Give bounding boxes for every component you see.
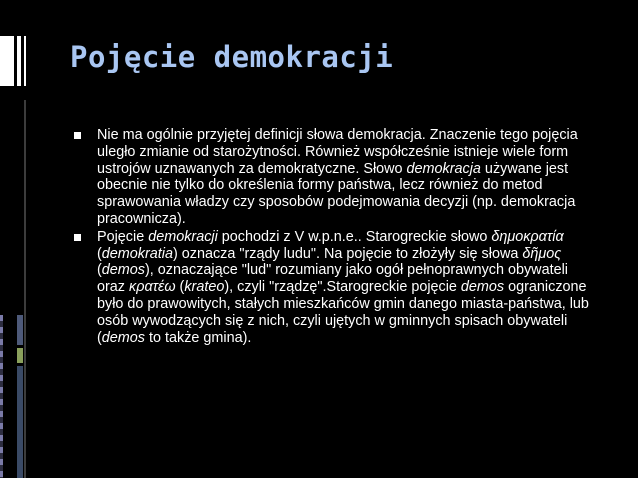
text-run: ) oznacza "rządy ludu". Na pojęcie to złożyły się słowa bbox=[172, 245, 523, 262]
square-bullet-icon bbox=[74, 234, 81, 241]
text-run: ograniczone było do prawowitych, stałych mieszkańców gmin danego miasta-państwa, lub osób wywodzących się z nich, czyli ujętych w gminnych spisach obywateli ( bbox=[97, 279, 589, 346]
italic-term: demokracji bbox=[148, 228, 218, 245]
decorative-bar bbox=[24, 36, 26, 86]
square-bullet-icon bbox=[74, 132, 81, 139]
text-run: ( bbox=[97, 245, 102, 262]
text-run: ( bbox=[175, 279, 185, 296]
decorative-bar bbox=[17, 348, 23, 363]
text-run: pochodzi z V w.p.n.e.. Starogreckie słowo bbox=[217, 228, 492, 245]
slide-title: Pojęcie demokracji bbox=[70, 40, 394, 74]
text-run: ), oznaczające "lud" rozumiany jako ogół pełnoprawnych obywateli oraz bbox=[97, 262, 568, 296]
decorative-bar bbox=[17, 366, 23, 478]
bullet-item bbox=[74, 127, 594, 228]
italic-term: krateo bbox=[184, 279, 225, 296]
text-run: Pojęcie bbox=[97, 228, 149, 245]
decorative-bar bbox=[17, 36, 21, 86]
slide-content bbox=[74, 127, 594, 347]
italic-term: demokracja bbox=[406, 160, 481, 177]
text-run: to także gmina). bbox=[145, 329, 252, 346]
text-run: Nie ma ogólnie przyjętej definicji słowa demokracja. Znaczenie tego pojęcia uległo zmianie od starożytności. Również współcześnie istnieje wiele form ustrojów uznawanych za demokratyczne. Słowo bbox=[97, 127, 578, 177]
decorative-bar bbox=[24, 100, 26, 478]
italic-term: δημοκρατία bbox=[491, 228, 564, 245]
decorative-bar bbox=[0, 315, 3, 478]
italic-term: demos bbox=[460, 279, 505, 296]
italic-term: demos bbox=[101, 262, 145, 279]
italic-term: demokratia bbox=[101, 245, 173, 262]
text-run: ( bbox=[97, 262, 102, 279]
decorative-bar bbox=[0, 36, 14, 86]
italic-term: demos bbox=[101, 329, 145, 346]
decorative-bar bbox=[17, 315, 23, 345]
italic-term: κρατέω bbox=[129, 279, 176, 296]
italic-term: δῆμος bbox=[522, 245, 562, 262]
bullet-item bbox=[74, 229, 594, 347]
text-run: ), czyli "rządzę".Starogreckie pojęcie bbox=[224, 279, 461, 296]
text-run: używane jest obecnie nie tylko do określenia formy państwa, lecz również do metod sprawowania władzy czy sposobów podejmowania decyzji (np. demokracja pracownicza). bbox=[97, 160, 576, 227]
